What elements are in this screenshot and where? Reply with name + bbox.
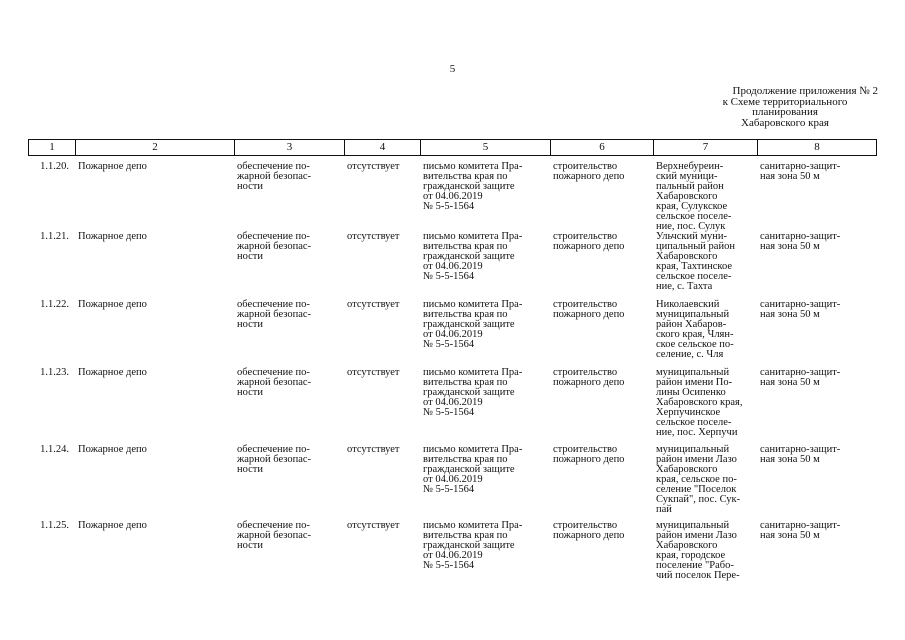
object-activity: строительство пожарного депо [553, 231, 625, 252]
row-number: 1.1.20. [40, 161, 69, 172]
object-basis: письмо комитета Пра- вительства края по гражданской защите от 04.06.2019 № 5-5-1564 [423, 231, 523, 282]
object-zone: санитарно-защит- ная зона 50 м [760, 520, 841, 541]
object-activity: строительство пожарного депо [553, 299, 625, 320]
object-purpose: обеспечение по- жарной безопас- ности [237, 299, 312, 330]
table-row [28, 521, 876, 591]
object-status: отсутствует [347, 299, 400, 310]
object-activity: строительство пожарного депо [553, 367, 625, 388]
object-status: отсутствует [347, 520, 400, 531]
table-row [28, 300, 876, 368]
object-zone: санитарно-защит- ная зона 50 м [760, 367, 841, 388]
appendix-note [690, 86, 880, 128]
row-number: 1.1.25. [40, 520, 69, 531]
object-location: Ульчский муни- ципальный район Хабаровского края, Тахтинское сельское поселе- ние, с. Тахта [656, 231, 735, 292]
object-basis: письмо комитета Пра- вительства края по гражданской защите от 04.06.2019 № 5-5-1564 [423, 444, 523, 495]
object-zone: санитарно-защит- ная зона 50 м [760, 444, 841, 465]
appendix-note-line-1: Продолжение приложения № 2 [732, 85, 878, 97]
column-number-row [29, 140, 877, 156]
column-number-6: 6 [551, 140, 654, 156]
object-name: Пожарное депо [78, 444, 147, 455]
object-zone: санитарно-защит- ная зона 50 м [760, 299, 841, 320]
object-basis: письмо комитета Пра- вительства края по гражданской защите от 04.06.2019 № 5-5-1564 [423, 520, 523, 571]
object-activity: строительство пожарного депо [553, 444, 625, 465]
object-name: Пожарное депо [78, 520, 147, 531]
object-zone: санитарно-защит- ная зона 50 м [760, 231, 841, 252]
column-number-1: 1 [29, 140, 76, 156]
object-basis: письмо комитета Пра- вительства края по гражданской защите от 04.06.2019 № 5-5-1564 [423, 161, 523, 212]
object-location: муниципальный район имени По- лины Осипенко Хабаровского края, Херпучинское сельское поселе- ние, пос. Херпучи [656, 367, 743, 438]
appendix-note-line-4: Хабаровского края [741, 116, 829, 129]
appendix-note-line-3: планирования [752, 106, 818, 118]
table-row [28, 232, 876, 300]
object-activity: строительство пожарного депо [553, 161, 625, 182]
column-number-header [28, 139, 877, 156]
row-number: 1.1.21. [40, 231, 69, 242]
object-status: отсутствует [347, 367, 400, 378]
object-purpose: обеспечение по- жарной безопас- ности [237, 520, 312, 551]
column-number-7: 7 [654, 140, 758, 156]
object-status: отсутствует [347, 444, 400, 455]
object-name: Пожарное депо [78, 161, 147, 172]
object-purpose: обеспечение по- жарной безопас- ности [237, 231, 312, 262]
column-number-8: 8 [758, 140, 877, 156]
column-number-3: 3 [235, 140, 345, 156]
table-row [28, 162, 876, 232]
column-number-4: 4 [345, 140, 421, 156]
page-number: 5 [449, 63, 456, 75]
column-number-2: 2 [76, 140, 235, 156]
object-location: муниципальный район имени Лазо Хабаровского края, сельское по- селение "Поселок Сукпай", пос. Сук- пай [656, 444, 741, 515]
object-status: отсутствует [347, 161, 400, 172]
object-location: Верхнебуреин- ский муници- пальный район Хабаровского края, Сулукское сельское поселе- ние, пос. Сулук [656, 161, 732, 232]
object-location: Николаевский муниципальный район Хабаров- ского края, Члян- ское сельское по- селение, с. Чля [656, 299, 734, 360]
object-name: Пожарное депо [78, 367, 147, 378]
object-name: Пожарное депо [78, 299, 147, 310]
object-activity: строительство пожарного депо [553, 520, 625, 541]
column-number-5: 5 [421, 140, 551, 156]
object-basis: письмо комитета Пра- вительства края по гражданской защите от 04.06.2019 № 5-5-1564 [423, 299, 523, 350]
row-number: 1.1.23. [40, 367, 69, 378]
object-location: муниципальный район имени Лазо Хабаровского края, городское поселение "Рабо- чий поселок Пере- [656, 520, 740, 581]
object-status: отсутствует [347, 231, 400, 242]
object-basis: письмо комитета Пра- вительства края по гражданской защите от 04.06.2019 № 5-5-1564 [423, 367, 523, 418]
table-row [28, 368, 876, 445]
object-purpose: обеспечение по- жарной безопас- ности [237, 367, 312, 398]
appendix-note-line-2: к Схеме территориального [722, 95, 848, 108]
object-name: Пожарное депо [78, 231, 147, 242]
object-purpose: обеспечение по- жарной безопас- ности [237, 161, 312, 192]
object-purpose: обеспечение по- жарной безопас- ности [237, 444, 312, 475]
table-row [28, 445, 876, 521]
row-number: 1.1.22. [40, 299, 69, 310]
row-number: 1.1.24. [40, 444, 69, 455]
object-zone: санитарно-защит- ная зона 50 м [760, 161, 841, 182]
objects-table [28, 162, 876, 591]
